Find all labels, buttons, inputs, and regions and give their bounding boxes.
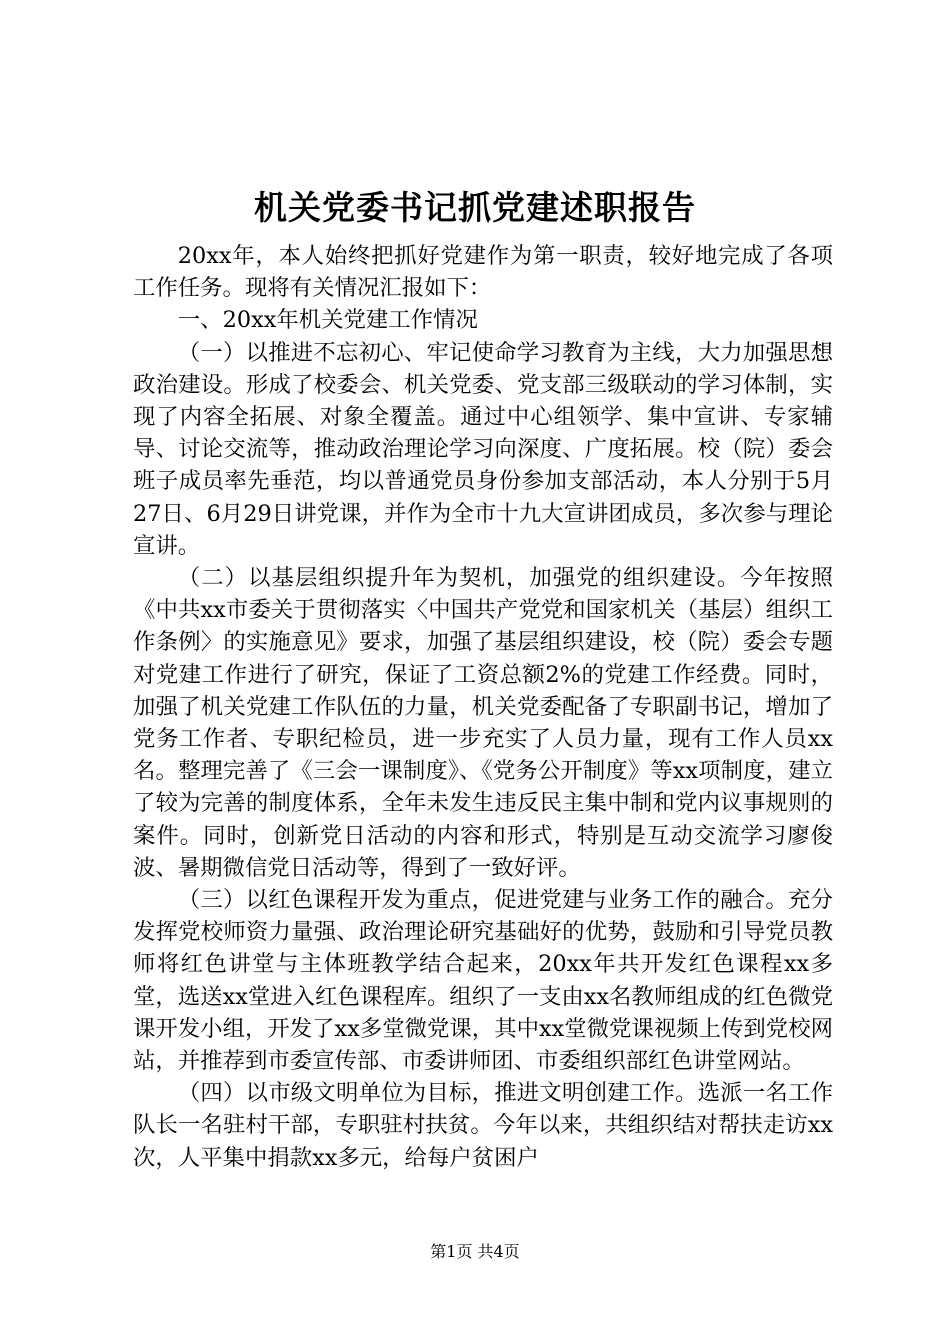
- body-paragraph: （四）以市级文明单位为目标，推进文明创建工作。选派一名工作队长一名驻村干部，专职驻村扶贫。今年以来，共组织结对帮扶走访xx次，人平集中捐款xx多元，给每户贫困户: [133, 1080, 833, 1171]
- body-paragraph: （三）以红色课程开发为重点，促进党建与业务工作的融合。充分发挥党校师资力量强、政治理论研究基础好的优势，鼓励和引导党员教师将红色讲堂与主体班教学结合起来，20xx年共开发红色课程xx多堂，选送xx堂进入红色课程库。组织了一支由xx名教师组成的红色微党课开发小组，开发了xx多堂微党课，其中xx堂微党课视频上传到党校网站，并推荐到市委宣传部、市委讲师团、市委组织部红色讲堂网站。: [133, 887, 833, 1075]
- page-footer: 第1页 共4页: [430, 1242, 520, 1261]
- body-paragraph: （二）以基层组织提升年为契机，加强党的组织建设。今年按照《中共xx市委关于贯彻落实〈中国共产党党和国家机关（基层）组织工作条例〉的实施意见》要求，加强了基层组织建设，校（院）委会专题对党建工作进行了研究，保证了工资总额2%的党建工作经费。同时，加强了机关党建工作队伍的力量，机关党委配备了专职副书记，增加了党务工作者、专职纪检员，进一步充实了人员力量，现有工作人员xx名。整理完善了《三会一课制度》、《党务公开制度》等xx项制度，建立了较为完善的制度体系，全年未发生违反民主集中制和党内议事规则的案件。同时，创新党日活动的内容和形式，特别是互动交流学习廖俊波、暑期微信党日活动等，得到了一致好评。: [133, 565, 833, 881]
- intro-paragraph: 20xx年，本人始终把抓好党建作为第一职责，较好地完成了各项工作任务。现将有关情况汇报如下：: [133, 243, 833, 302]
- page-title: 机关党委书记抓党建述职报告: [254, 188, 696, 227]
- body-paragraph: （一）以推进不忘初心、牢记使命学习教育为主线，大力加强思想政治建设。形成了校委会、机关党委、党支部三级联动的学习体制，实现了内容全拓展、对象全覆盖。通过中心组领学、集中宣讲、专家辅导、讨论交流等，推动政治理论学习向深度、广度拓展。校（院）委会班子成员率先垂范，均以普通党员身份参加支部活动，本人分别于5月27日、6月29日讲党课，并作为全市十九大宣讲团成员，多次参与理论宣讲。: [133, 339, 833, 559]
- section-heading: 一、20xx年机关党建工作情况: [177, 307, 478, 334]
- document-body: [133, 240, 833, 1174]
